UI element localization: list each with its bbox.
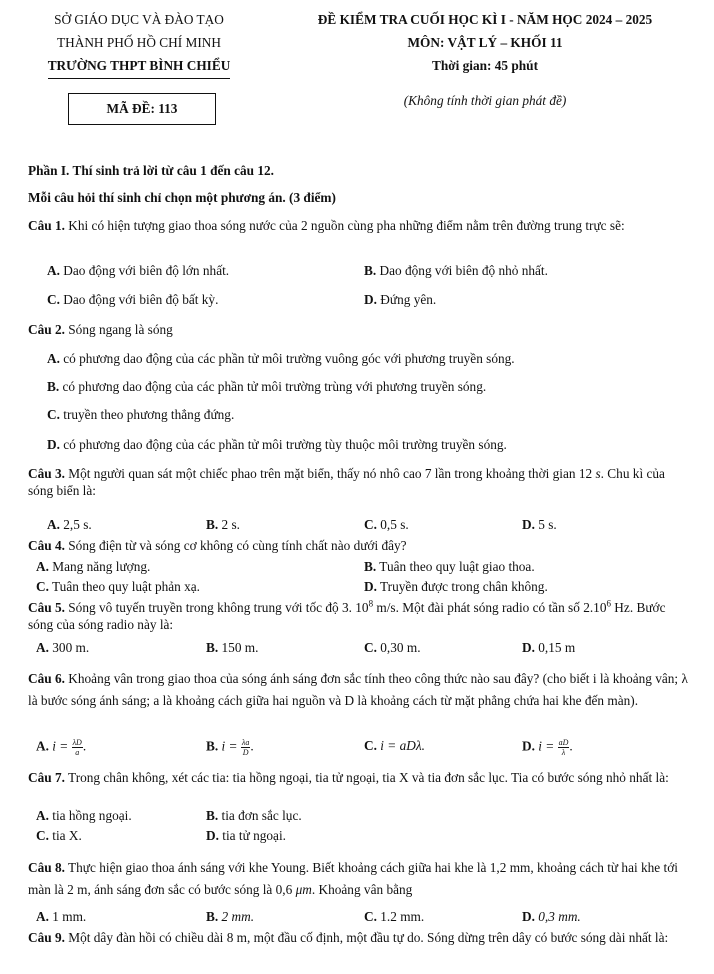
question-5 <box>28 600 688 633</box>
q2-option-a <box>47 351 515 368</box>
q3-option-c <box>364 517 409 534</box>
option-text: có phương dao động của các phần tử môi trường tùy thuộc môi trường truyền sóng. <box>63 437 507 452</box>
subject-line: MÔN: VẬT LÝ – KHỐI 11 <box>407 35 563 50</box>
option-label: B. <box>206 738 219 754</box>
option-label: B. <box>206 517 219 532</box>
option-label: C. <box>36 579 49 594</box>
q1-option-b <box>364 263 548 280</box>
numerator: aD <box>558 738 569 747</box>
option-label: D. <box>522 909 535 924</box>
denominator: a <box>75 748 80 757</box>
option-label: A. <box>47 263 60 278</box>
q3-option-a <box>47 517 92 534</box>
q6-option-d: D. i = $\frac{aD}{\lambda}$ . <box>522 738 573 757</box>
option-label: D. <box>206 828 219 843</box>
question-label: Câu 7. <box>28 770 65 785</box>
question-3 <box>28 466 688 499</box>
option-label: B. <box>47 379 60 394</box>
formula-lhs: i = <box>538 738 555 754</box>
denominator: λ <box>561 748 566 757</box>
question-text: Khi có hiện tượng giao thoa sóng nước của 2 nguồn cùng pha những điểm nằm trên đường trung trực sẽ: <box>64 218 625 233</box>
q1-option-c <box>47 292 218 309</box>
question-6 <box>28 668 688 712</box>
question-4 <box>28 538 688 555</box>
option-label: C. <box>47 292 60 307</box>
question-text: Thực hiện giao thoa ánh sáng với khe Young. Biết khoảng cách giữa hai khe là 1,2 mm, khoảng cách từ hai khe tới màn là 2 m, ánh sáng đơn sắc có bước sóng là 0,6 <box>28 860 678 897</box>
question-label: Câu 8. <box>28 860 65 875</box>
option-label: B. <box>364 559 377 574</box>
option-text: tia đơn sắc lục. <box>221 808 302 823</box>
duration-note: (Không tính thời gian phát đề) <box>403 93 567 108</box>
q3-option-b <box>206 517 240 534</box>
option-label: D. <box>522 517 535 532</box>
option-text: có phương dao động của các phần tử môi trường vuông góc với phương truyền sóng. <box>63 351 515 366</box>
school-name: TRƯỜNG THPT BÌNH CHIỂU <box>48 54 231 79</box>
q3-option-d <box>522 517 557 534</box>
question-text: Sóng điện từ và sóng cơ không có cùng tính chất nào dưới đây? <box>64 538 407 553</box>
city-name: THÀNH PHỐ HỒ CHÍ MINH <box>57 35 221 50</box>
exponent: 8 <box>368 598 374 609</box>
option-text: 0,3 mm. <box>538 909 581 924</box>
q2-option-c <box>47 407 234 424</box>
q6-option-a: A. i = $\frac{\lambda D}{a}$ . <box>36 738 87 757</box>
question-label: Câu 1. <box>28 218 65 233</box>
fraction <box>241 738 250 757</box>
option-text: 1.2 mm. <box>380 909 425 924</box>
q4-option-c <box>36 579 200 596</box>
duration-line: Thời gian: 45 phút <box>431 58 539 73</box>
option-text: 150 m. <box>221 640 259 655</box>
q1-option-d <box>364 292 436 309</box>
option-label: D. <box>364 579 377 594</box>
option-label: B. <box>206 808 219 823</box>
q8-option-d <box>522 909 581 926</box>
option-text: có phương dao động của các phần tử môi trường trùng với phương truyền sóng. <box>62 379 487 394</box>
q4-option-b <box>364 559 535 576</box>
option-label: A. <box>36 738 49 754</box>
question-7 <box>28 770 688 787</box>
option-text: Truyền được trong chân không. <box>380 579 548 594</box>
option-label: B. <box>206 909 219 924</box>
question-label: Câu 4. <box>28 538 65 553</box>
option-label: A. <box>36 640 49 655</box>
option-text: 300 m. <box>52 640 90 655</box>
q1-option-a <box>47 263 229 280</box>
q7-option-a <box>36 808 132 825</box>
option-label: C. <box>364 909 377 924</box>
option-label: C. <box>36 828 49 843</box>
question-9 <box>28 930 688 947</box>
option-text: tia X. <box>52 828 82 843</box>
option-label: C. <box>364 738 377 753</box>
option-label: B. <box>364 263 377 278</box>
question-label: Câu 2. <box>28 322 65 337</box>
section-subtitle: Mỗi câu hỏi thí sinh chỉ chọn một phương án. (3 điểm) <box>28 190 336 205</box>
question-8 <box>28 857 688 901</box>
option-text: Tuân theo quy luật giao thoa. <box>379 559 535 574</box>
numerator: λa <box>241 738 250 747</box>
q4-option-a <box>36 559 150 576</box>
option-label: C. <box>364 517 377 532</box>
option-text: 1 mm. <box>52 909 87 924</box>
numerator: λD <box>72 738 82 747</box>
question-text-end: Hz. Bước sóng của sóng radio này là: <box>28 600 666 632</box>
unit-micrometer: μm <box>295 882 312 897</box>
option-text: Mang năng lượng. <box>52 559 151 574</box>
header-left <box>18 8 260 77</box>
option-text: 0,30 m. <box>380 640 421 655</box>
question-text: Khoảng vân trong giao thoa của sóng ánh sáng đơn sắc tính theo công thức nào sau đây? (cho biết i là khoảng vân; λ là bước sóng ánh sáng; a là khoảng cách giữa hai nguồn và D là khoảng cách từ mặt phẳng chứa hai khe đến màn). <box>28 671 688 708</box>
q7-option-d <box>206 828 286 845</box>
q7-option-c <box>36 828 82 845</box>
option-label: C. <box>47 407 60 422</box>
formula-lhs: i = <box>52 738 69 754</box>
question-2 <box>28 322 688 339</box>
unit-seconds: s <box>595 466 601 481</box>
question-label: Câu 3. <box>28 466 65 481</box>
exponent: 6 <box>606 598 611 609</box>
q2-option-b <box>47 379 486 396</box>
option-label: A. <box>47 351 60 366</box>
option-text: 0,5 s. <box>380 517 409 532</box>
option-text: tia tử ngoại. <box>222 828 286 843</box>
option-text: 2,5 s. <box>63 517 92 532</box>
question-text: Một dây đàn hồi có chiều dài 8 m, một đầu cố định, một đầu tự do. Sóng dừng trên dây có bước sóng dài nhất là: <box>64 930 669 945</box>
option-label: B. <box>206 640 219 655</box>
section-title: Phần I. Thí sinh trả lời từ câu 1 đến câu 12. <box>28 163 274 178</box>
q4-option-d <box>364 579 548 596</box>
q5-option-a <box>36 640 89 657</box>
option-label: D. <box>522 640 535 655</box>
option-label: D. <box>522 738 535 754</box>
q8-option-a <box>36 909 86 926</box>
option-text: truyền theo phương thẳng đứng. <box>63 407 235 422</box>
question-label: Câu 5. <box>28 600 65 615</box>
exam-title: ĐỀ KIỂM TRA CUỐI HỌC KÌ I - NĂM HỌC 2024 – 2025 <box>317 12 653 27</box>
header-right <box>270 8 700 77</box>
option-label: A. <box>36 909 49 924</box>
option-label: A. <box>36 808 49 823</box>
formula-lhs: i = <box>221 738 238 754</box>
question-text: Sóng ngang là sóng <box>64 322 173 337</box>
option-label: D. <box>47 437 60 452</box>
question-text: Sóng vô tuyến truyền trong không trung với tốc độ 3. 10 <box>64 600 369 615</box>
option-text: Dao động với biên độ bất kỳ. <box>63 292 219 307</box>
question-text: Một người quan sát một chiếc phao trên mặt biển, thấy nó nhô cao 7 lần trong khoảng thời gian 12 <box>64 466 596 481</box>
question-text-end: . Chu kì của sóng biển là: <box>28 466 665 498</box>
fraction <box>72 738 83 757</box>
fraction <box>558 738 570 757</box>
q8-option-c <box>364 909 424 926</box>
option-label: A. <box>47 517 60 532</box>
q8-option-b <box>206 909 254 926</box>
question-text-end: . Khoảng vân bằng <box>311 882 413 897</box>
question-1 <box>28 218 688 235</box>
denominator: D <box>242 748 249 757</box>
option-text: 2 s. <box>221 517 241 532</box>
option-text: 2 mm. <box>221 909 255 924</box>
question-text: Trong chân không, xét các tia: tia hồng ngoại, tia tử ngoại, tia X và tia đơn sắc lục. Tia có bước sóng nhỏ nhất là: <box>64 770 669 785</box>
q6-option-c <box>364 738 425 755</box>
q5-option-b <box>206 640 258 657</box>
option-text: 5 s. <box>538 517 557 532</box>
q5-option-c <box>364 640 421 657</box>
option-text: tia hồng ngoại. <box>52 808 132 823</box>
q2-option-d <box>47 437 507 454</box>
q5-option-d <box>522 640 575 657</box>
q6-option-b: B. i = $\frac{\lambda a}{D}$ . <box>206 738 254 757</box>
option-label: A. <box>36 559 49 574</box>
option-text: Dao động với biên độ nhỏ nhất. <box>379 263 548 278</box>
question-text-mid: m/s. Một đài phát sóng radio có tần số 2.10 <box>373 600 607 615</box>
formula: i = aDλ. <box>380 738 425 753</box>
option-label: C. <box>364 640 377 655</box>
option-label: D. <box>364 292 377 307</box>
option-text: Đứng yên. <box>380 292 437 307</box>
question-label: Câu 9. <box>28 930 65 945</box>
question-label: Câu 6. <box>28 671 65 686</box>
option-text: 0,15 m <box>538 640 576 655</box>
option-text: Tuân theo quy luật phản xạ. <box>52 579 201 594</box>
option-text: Dao động với biên độ lớn nhất. <box>63 263 230 278</box>
q7-option-b <box>206 808 302 825</box>
department-name: SỞ GIÁO DỤC VÀ ĐÀO TẠO <box>54 12 224 27</box>
exam-code-box: MÃ ĐỀ: 113 <box>68 93 216 125</box>
